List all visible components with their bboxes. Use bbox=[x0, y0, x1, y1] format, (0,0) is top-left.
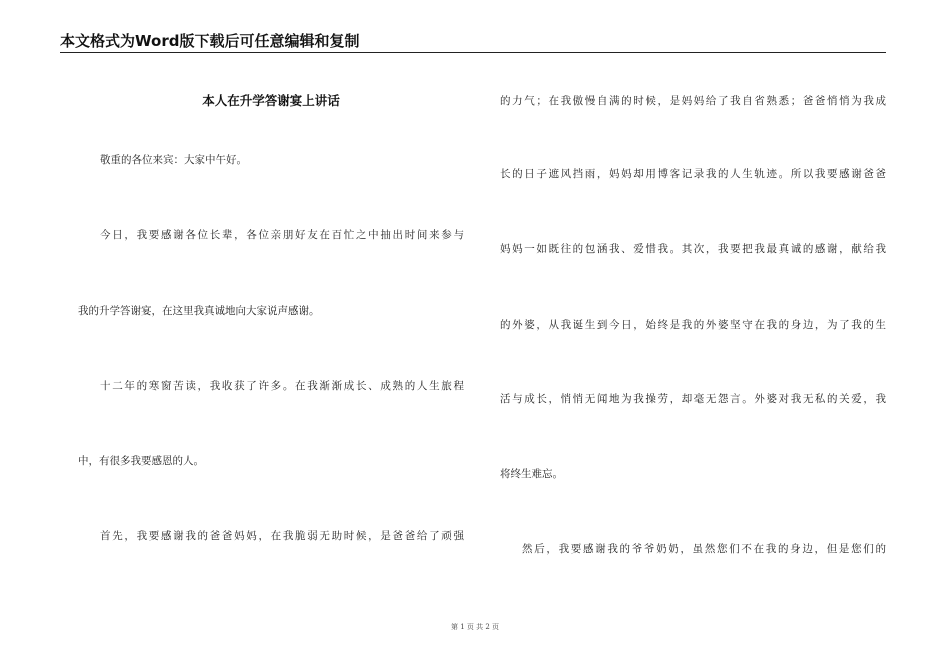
paragraph-line: 敬重的各位来宾：大家中午好。 bbox=[100, 154, 247, 166]
paragraph-line: 活与成长，悄悄无闻地为我操劳，却毫无怨言。外婆对我无私的关爱，我 bbox=[500, 393, 886, 405]
paragraph-line: 然后，我要感谢我的爷爷奶奶，虽然您们不在我的身边，但是您们的 bbox=[522, 543, 886, 555]
paragraph-line: 妈妈一如既往的包涵我、爱惜我。其次，我要把我最真诚的感谢，献给我 bbox=[500, 243, 886, 255]
paragraph-line: 我的升学答谢宴，在这里我真诚地向大家说声感谢。 bbox=[78, 305, 320, 317]
page-number: 第 1 页 共 2 页 bbox=[450, 623, 500, 631]
paragraph-line: 首先，我要感谢我的爸爸妈妈，在我脆弱无助时候，是爸爸给了顽强 bbox=[100, 530, 464, 542]
paragraph-line: 十二年的寒窗苦读，我收获了许多。在我渐渐成长、成熟的人生旅程 bbox=[100, 380, 464, 392]
paragraph-line: 长的日子遮风挡雨，妈妈却用博客记录我的人生轨迹。所以我要感谢爸爸 bbox=[500, 168, 886, 180]
paragraph-line: 中，有很多我要感恩的人。 bbox=[78, 455, 204, 467]
paragraph-line: 的力气；在我傲慢自满的时候，是妈妈给了我自省熟悉；爸爸悄悄为我成 bbox=[500, 95, 886, 107]
left-column bbox=[78, 0, 464, 672]
paragraph-line: 的外婆，从我诞生到今日，始终是我的外婆坚守在我的身边，为了我的生 bbox=[500, 319, 886, 331]
document-title: 本人在升学答谢宴上讲话 bbox=[202, 93, 340, 108]
paragraph-line: 将终生难忘。 bbox=[500, 468, 563, 480]
right-column bbox=[500, 0, 886, 672]
document-header-title: 本文格式为Word版下载后可任意编辑和复制 bbox=[60, 32, 360, 50]
paragraph-line: 今日，我要感谢各位长辈，各位亲朋好友在百忙之中抽出时间来参与 bbox=[100, 229, 464, 241]
